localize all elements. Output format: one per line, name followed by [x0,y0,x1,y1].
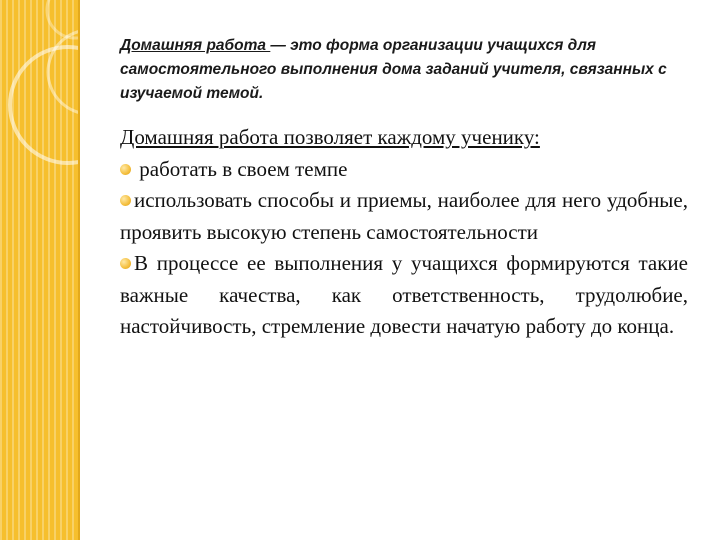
decorative-side-band [0,0,78,540]
definition-term: Домашняя работа [120,37,271,54]
bullet-item: использовать способы и приемы, наиболее для него удобные, проявить высокую степень самостоятельности [120,188,688,244]
main-heading: Домашняя работа позволяет каждому ученику: [120,125,540,149]
definition-text: — это форма организации учащихся для самостоятельного выполнения дома заданий учителя, связанных с изучаемой темой. [120,37,667,102]
bullet-dot-icon [120,258,131,269]
bullet-dot-icon [120,195,131,206]
bullet-item: В процессе ее выполнения у учащихся формируются такие важные качества, как ответственность, трудолюбие, настойчивость, стремление довести начатую работу до конца. [120,251,688,338]
side-band-edge [78,0,80,540]
decorative-circles [0,0,78,540]
bullet-item: работать в своем темпе [120,154,688,186]
main-content [120,122,688,343]
bullet-dot-icon [120,164,131,175]
definition-paragraph [120,34,695,106]
